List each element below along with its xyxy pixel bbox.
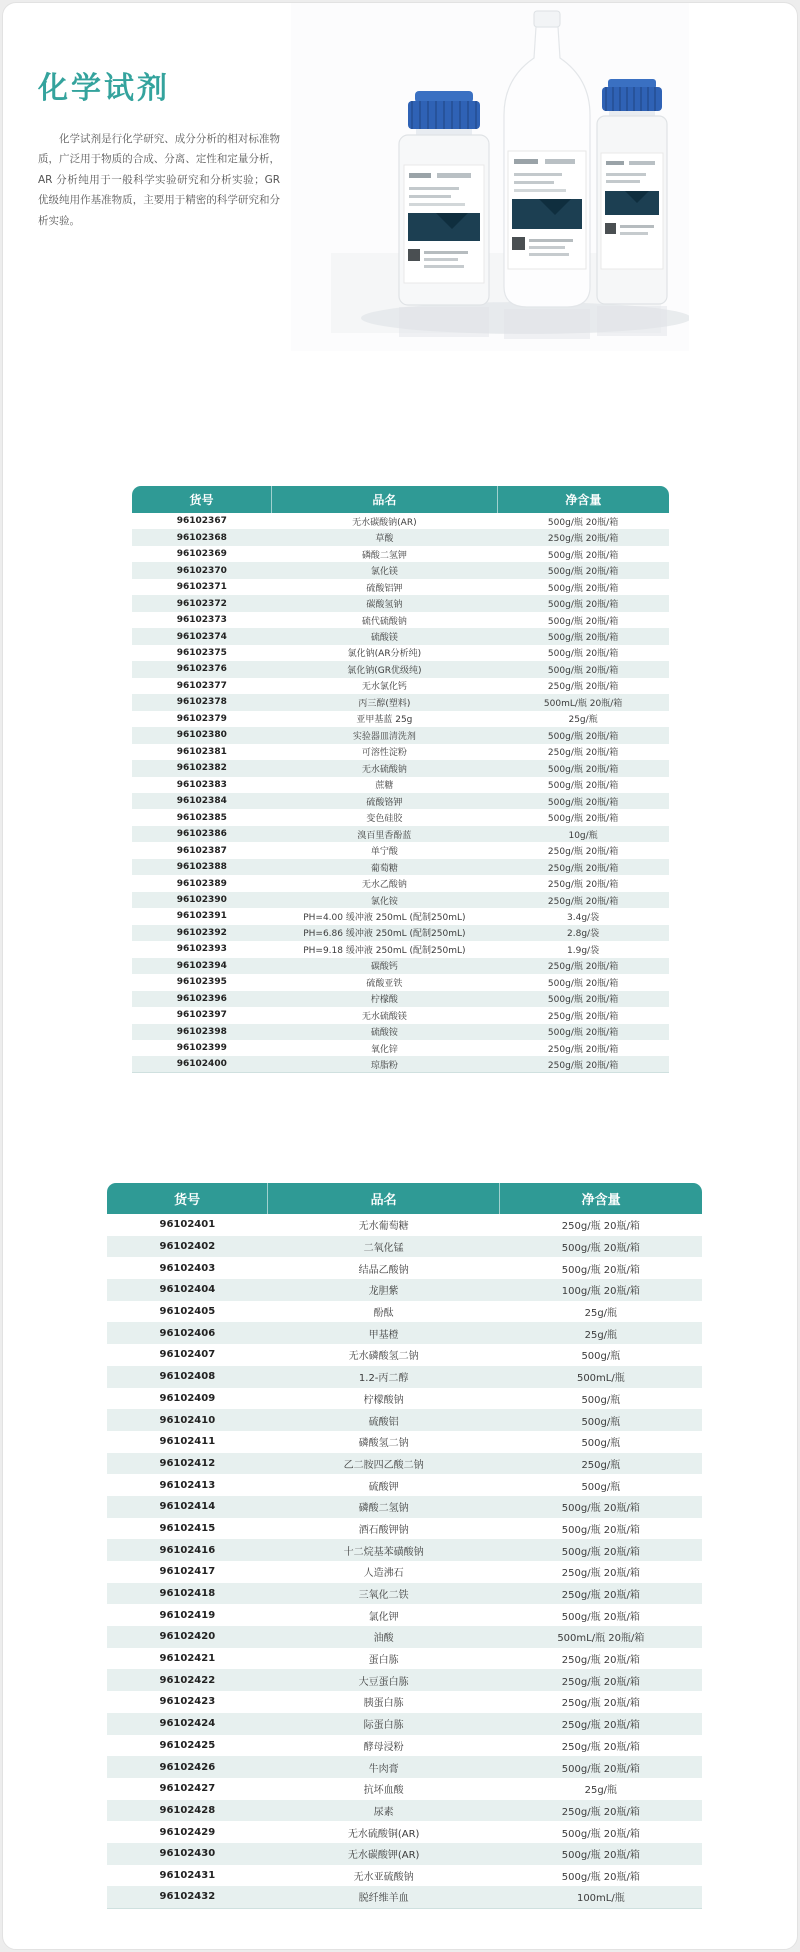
product-code: 96102389: [176, 878, 227, 889]
net-content: 500g/瓶 20瓶/箱: [547, 764, 619, 775]
table-row: [132, 777, 669, 793]
product-code: 96102399: [176, 1043, 227, 1054]
table-row: [107, 1756, 702, 1778]
net-content: 25g/瓶: [584, 1329, 618, 1341]
table-row: [107, 1626, 702, 1648]
table-row: [132, 958, 669, 974]
product-code: 96102431: [159, 1869, 216, 1881]
net-content: 500mL/瓶 20瓶/箱: [557, 1633, 645, 1645]
product-name: PH=9.18 缓冲液 250mL (配制250mL): [303, 945, 466, 956]
table-row: [107, 1496, 702, 1518]
product-name: 抗坏血酸: [363, 1785, 404, 1797]
col-header-product-name: 品名: [272, 486, 498, 513]
product-name: 变色硅胶: [366, 814, 403, 825]
product-code: 96102422: [159, 1674, 216, 1686]
product-name: 尿素: [373, 1806, 394, 1818]
product-name: PH=6.86 缓冲液 250mL (配制250mL): [303, 929, 466, 940]
table-row: [132, 628, 669, 644]
product-code: 96102426: [159, 1761, 216, 1773]
product-name: 蔗糖: [375, 781, 394, 792]
product-code: 96102432: [159, 1891, 216, 1903]
net-content: 500g/瓶 20瓶/箱: [547, 814, 619, 825]
product-code: 96102413: [159, 1479, 216, 1491]
net-content: 250g/瓶 20瓶/箱: [547, 748, 619, 759]
product-code: 96102383: [176, 779, 227, 790]
net-content: 500g/瓶 20瓶/箱: [561, 1546, 640, 1558]
table-row: [107, 1388, 702, 1410]
product-name: 胰蛋白胨: [363, 1698, 404, 1710]
net-content: 250g/瓶 20瓶/箱: [547, 847, 619, 858]
product-code: 96102427: [159, 1783, 216, 1795]
table-row: [107, 1236, 702, 1258]
product-name: 硫酸铝: [368, 1416, 399, 1428]
net-content: 25g/瓶: [584, 1785, 618, 1797]
table-row: [107, 1691, 702, 1713]
net-content: 500g/瓶: [581, 1481, 621, 1493]
product-code: 96102395: [176, 977, 227, 988]
table-row: [107, 1322, 702, 1344]
product-name: 实验器皿清洗剂: [352, 731, 416, 742]
table-row: [132, 694, 669, 710]
table-row: [132, 859, 669, 875]
table-row: [107, 1843, 702, 1865]
product-name: 柠檬酸钠: [363, 1394, 404, 1406]
product-name: 硫酸铝钾: [366, 583, 403, 594]
product-table-1: [132, 486, 669, 1073]
product-name: 龙胆紫: [368, 1286, 399, 1298]
net-content: 250g/瓶 20瓶/箱: [561, 1698, 640, 1710]
product-code: 96102419: [159, 1609, 216, 1621]
product-name: 无水氯化钙: [361, 682, 407, 693]
product-code: 96102378: [176, 697, 227, 708]
net-content: 500g/瓶 20瓶/箱: [547, 649, 619, 660]
product-name: 二氧化锰: [363, 1243, 404, 1255]
product-code: 96102425: [159, 1739, 216, 1751]
col-header-net-content: 净含量: [497, 486, 669, 513]
table-row: [107, 1583, 702, 1605]
net-content: 250g/瓶 20瓶/箱: [561, 1741, 640, 1753]
product-name: 氯化钾: [368, 1611, 399, 1623]
product-table-2: [107, 1183, 702, 1909]
product-name: 1.2-丙二醇: [358, 1373, 409, 1385]
table-row: [132, 645, 669, 661]
product-code: 96102430: [159, 1848, 216, 1860]
product-name: 大豆蛋白胨: [358, 1676, 409, 1688]
product-code: 96102382: [176, 763, 227, 774]
net-content: 3.4g/袋: [567, 912, 600, 923]
product-code: 96102410: [159, 1414, 216, 1426]
product-name: 草酸: [375, 534, 394, 545]
product-code: 96102429: [159, 1826, 216, 1838]
product-name: 脱纤维羊血: [358, 1893, 409, 1905]
product-code: 96102393: [176, 944, 227, 955]
product-name: 磷酸二氢钠: [358, 1503, 409, 1515]
product-name: 磷酸氢二钠: [358, 1438, 409, 1450]
net-content: 500g/瓶 20瓶/箱: [561, 1763, 640, 1775]
product-code: 96102371: [176, 582, 227, 593]
product-code: 96102375: [176, 647, 227, 658]
net-content: 250g/瓶 20瓶/箱: [547, 682, 619, 693]
product-name: 单宁酸: [370, 847, 398, 858]
product-code: 96102392: [176, 927, 227, 938]
table-row: [132, 760, 669, 776]
product-code: 96102370: [176, 565, 227, 576]
net-content: 500g/瓶 20瓶/箱: [547, 797, 619, 808]
product-name: 三氧化二铁: [358, 1590, 409, 1602]
product-name: 结晶乙酸钠: [358, 1264, 409, 1276]
table-row: [107, 1886, 702, 1908]
product-code: 96102408: [159, 1371, 216, 1383]
product-code: 96102398: [176, 1026, 227, 1037]
product-code: 96102379: [176, 713, 227, 724]
table-row: [107, 1518, 702, 1540]
product-code: 96102423: [159, 1696, 216, 1708]
table-row: [132, 727, 669, 743]
table-row: [132, 991, 669, 1007]
table-row: [132, 595, 669, 611]
net-content: 250g/瓶 20瓶/箱: [561, 1221, 640, 1233]
product-name: 人造沸石: [363, 1568, 404, 1580]
product-code: 96102411: [159, 1436, 216, 1448]
net-content: 250g/瓶: [581, 1459, 621, 1471]
product-code: 96102372: [176, 598, 227, 609]
product-name: 无水碳酸钾(AR): [347, 1850, 420, 1862]
product-code: 96102424: [159, 1718, 216, 1730]
col-header-net-content: 净含量: [500, 1183, 702, 1214]
net-content: 500g/瓶 20瓶/箱: [561, 1524, 640, 1536]
net-content: 500g/瓶 20瓶/箱: [547, 665, 619, 676]
col-header-item-no: 货号: [107, 1183, 268, 1214]
net-content: 250g/瓶 20瓶/箱: [547, 1011, 619, 1022]
product-code: 96102380: [176, 730, 227, 741]
product-code: 96102407: [159, 1349, 216, 1361]
product-name: 碳酸钙: [370, 962, 398, 973]
product-code: 96102394: [176, 960, 227, 971]
net-content: 500g/瓶 20瓶/箱: [547, 550, 619, 561]
table-row: [107, 1539, 702, 1561]
table-row: [132, 809, 669, 825]
table-row: [132, 826, 669, 842]
product-name: 硫酸亚铁: [366, 978, 403, 989]
net-content: 500g/瓶: [581, 1394, 621, 1406]
product-code: 96102377: [176, 680, 227, 691]
product-code: 96102387: [176, 845, 227, 856]
net-content: 500mL/瓶: [576, 1373, 625, 1385]
product-code: 96102415: [159, 1522, 216, 1534]
net-content: 500g/瓶 20瓶/箱: [547, 583, 619, 594]
table-row: [132, 529, 669, 545]
product-name: 柠檬酸: [370, 995, 398, 1006]
product-name: 际蛋白胨: [363, 1720, 404, 1732]
net-content: 500g/瓶 20瓶/箱: [547, 517, 619, 528]
product-name: 无水磷酸氢二钠: [348, 1351, 419, 1363]
net-content: 250g/瓶 20瓶/箱: [547, 534, 619, 545]
table-row: [132, 925, 669, 941]
net-content: 250g/瓶 20瓶/箱: [547, 863, 619, 874]
product-name: 硫酸铵: [370, 1028, 398, 1039]
net-content: 500g/瓶 20瓶/箱: [547, 995, 619, 1006]
product-name: 无水亚硫酸钠: [353, 1871, 414, 1883]
product-code: 96102420: [159, 1631, 216, 1643]
product-code: 96102391: [176, 911, 227, 922]
table-row: [132, 661, 669, 677]
table-header-row: [107, 1183, 702, 1214]
product-name: 无水硫酸钠: [361, 764, 407, 775]
table-row: [107, 1214, 702, 1236]
table-header-row: [132, 486, 669, 513]
product-code: 96102381: [176, 746, 227, 757]
product-code: 96102409: [159, 1392, 216, 1404]
table-row: [107, 1778, 702, 1800]
net-content: 500g/瓶 20瓶/箱: [561, 1871, 640, 1883]
table-row: [107, 1604, 702, 1626]
table-row: [132, 744, 669, 760]
product-name: 亚甲基蓝 25g: [356, 715, 413, 726]
net-content: 25g/瓶: [568, 715, 598, 726]
catalog-page: [2, 2, 798, 1950]
product-name: 葡萄糖: [370, 863, 398, 874]
table-row: [132, 941, 669, 957]
table-row: [132, 892, 669, 908]
product-name: PH=4.00 缓冲液 250mL (配制250mL): [303, 912, 466, 923]
product-name: 琼脂粉: [370, 1060, 398, 1071]
net-content: 25g/瓶: [584, 1308, 618, 1320]
product-code: 96102414: [159, 1501, 216, 1513]
table-row: [132, 678, 669, 694]
table-row: [132, 908, 669, 924]
hero-text-block: [38, 63, 280, 231]
product-name: 丙三醇(塑料): [358, 698, 411, 709]
net-content: 250g/瓶 20瓶/箱: [561, 1676, 640, 1688]
product-code: 96102400: [176, 1059, 227, 1070]
net-content: 500g/瓶 20瓶/箱: [547, 731, 619, 742]
net-content: 250g/瓶 20瓶/箱: [561, 1568, 640, 1580]
table-row: [107, 1344, 702, 1366]
net-content: 10g/瓶: [568, 830, 598, 841]
product-code: 96102396: [176, 993, 227, 1004]
net-content: 500g/瓶 20瓶/箱: [547, 633, 619, 644]
product-name: 无水葡萄糖: [358, 1221, 409, 1233]
table-row: [107, 1279, 702, 1301]
product-name: 可溶性淀粉: [361, 748, 407, 759]
net-content: 250g/瓶 20瓶/箱: [561, 1590, 640, 1602]
product-name: 氯化镁: [370, 567, 398, 578]
product-code: 96102401: [159, 1219, 216, 1231]
page-title: 化学试剂: [38, 71, 170, 106]
net-content: 250g/瓶 20瓶/箱: [561, 1806, 640, 1818]
product-code: 96102390: [176, 895, 227, 906]
table-row: [132, 974, 669, 990]
product-code: 96102417: [159, 1566, 216, 1578]
table-row: [132, 562, 669, 578]
product-code: 96102385: [176, 812, 227, 823]
table-row: [132, 793, 669, 809]
col-header-item-no: 货号: [132, 486, 272, 513]
net-content: 500g/瓶: [581, 1438, 621, 1450]
product-name: 无水硫酸镁: [361, 1011, 407, 1022]
table-row: [107, 1301, 702, 1323]
product-name: 硫酸铬钾: [366, 797, 403, 808]
net-content: 500g/瓶 20瓶/箱: [561, 1264, 640, 1276]
table-row: [132, 1056, 669, 1072]
table-row: [132, 513, 669, 529]
product-name: 酵母浸粉: [363, 1741, 404, 1753]
table-row: [107, 1474, 702, 1496]
product-code: 96102412: [159, 1457, 216, 1469]
product-name: 油酸: [373, 1633, 394, 1645]
table-row: [107, 1453, 702, 1475]
product-name: 氧化锌: [370, 1044, 398, 1055]
product-code: 96102374: [176, 631, 227, 642]
product-code: 96102368: [176, 532, 227, 543]
table-row: [107, 1257, 702, 1279]
product-code: 96102402: [159, 1241, 216, 1253]
product-code: 96102397: [176, 1010, 227, 1021]
product-name: 无水硫酸铜(AR): [347, 1828, 420, 1840]
product-name: 乙二胺四乙酸二钠: [343, 1459, 424, 1471]
product-code: 96102403: [159, 1262, 216, 1274]
table-row: [132, 711, 669, 727]
product-name: 溴百里香酚蓝: [357, 830, 412, 841]
net-content: 500g/瓶 20瓶/箱: [547, 616, 619, 627]
product-name: 硫酸钾: [368, 1481, 399, 1493]
product-code: 96102428: [159, 1804, 216, 1816]
table-row: [132, 546, 669, 562]
net-content: 250g/瓶 20瓶/箱: [547, 1044, 619, 1055]
product-name: 氯化钠(AR分析纯): [347, 649, 422, 660]
product-code: 96102367: [176, 516, 227, 527]
product-code: 96102388: [176, 862, 227, 873]
net-content: 500g/瓶 20瓶/箱: [547, 567, 619, 578]
product-name: 氯化铵: [370, 896, 398, 907]
product-name: 十二烷基苯磺酸钠: [343, 1546, 424, 1558]
left-reagent-bottle: [399, 91, 489, 305]
table-row: [107, 1713, 702, 1735]
table-row: [107, 1669, 702, 1691]
net-content: 250g/瓶 20瓶/箱: [561, 1655, 640, 1667]
net-content: 250g/瓶 20瓶/箱: [547, 896, 619, 907]
product-code: 96102418: [159, 1588, 216, 1600]
product-name: 蛋白胨: [368, 1655, 399, 1667]
net-content: 250g/瓶 20瓶/箱: [547, 1060, 619, 1071]
table-row: [132, 1040, 669, 1056]
net-content: 500g/瓶 20瓶/箱: [561, 1243, 640, 1255]
net-content: 500g/瓶: [581, 1351, 621, 1363]
net-content: 500g/瓶 20瓶/箱: [547, 600, 619, 611]
net-content: 500g/瓶 20瓶/箱: [561, 1611, 640, 1623]
product-code: 96102384: [176, 796, 227, 807]
table-row: [107, 1366, 702, 1388]
product-photo: [291, 3, 689, 351]
product-code: 96102386: [176, 829, 227, 840]
product-name: 氯化钠(GR优级纯): [347, 665, 422, 676]
net-content: 500g/瓶 20瓶/箱: [561, 1850, 640, 1862]
table-row: [107, 1409, 702, 1431]
net-content: 500mL/瓶 20瓶/箱: [543, 698, 623, 709]
table-row: [107, 1648, 702, 1670]
page-description: 化学试剂是行化学研究、成分分析的相对标准物质，广泛用于物质的合成、分离、定性和定量分析，AR 分析纯用于一般科学实验研究和分析实验；GR 优级纯用作基准物质，主要用于精密的科学研究和分析实验。: [38, 133, 280, 227]
table-row: [107, 1735, 702, 1757]
table-row: [132, 842, 669, 858]
product-name: 无水碳酸钠(AR): [352, 517, 417, 528]
net-content: 250g/瓶 20瓶/箱: [561, 1720, 640, 1732]
product-code: 96102416: [159, 1544, 216, 1556]
col-header-product-name: 品名: [268, 1183, 500, 1214]
reagent-bottles-image: [291, 3, 689, 351]
product-name: 酚酞: [373, 1308, 394, 1320]
net-content: 500g/瓶 20瓶/箱: [561, 1503, 640, 1515]
table-row: [107, 1800, 702, 1822]
net-content: 500g/瓶 20瓶/箱: [561, 1828, 640, 1840]
net-content: 2.8g/袋: [567, 929, 600, 940]
table-row: [107, 1865, 702, 1887]
product-name: 硫酸镁: [370, 633, 398, 644]
product-name: 甲基橙: [368, 1329, 399, 1341]
net-content: 100mL/瓶: [576, 1893, 625, 1905]
net-content: 500g/瓶 20瓶/箱: [547, 781, 619, 792]
product-code: 96102405: [159, 1306, 216, 1318]
product-code: 96102421: [159, 1653, 216, 1665]
product-code: 96102376: [176, 664, 227, 675]
net-content: 1.9g/袋: [567, 945, 600, 956]
net-content: 250g/瓶 20瓶/箱: [547, 962, 619, 973]
product-code: 96102369: [176, 549, 227, 560]
product-code: 96102373: [176, 615, 227, 626]
table-row: [132, 1007, 669, 1023]
net-content: 500g/瓶: [581, 1416, 621, 1428]
table-row: [132, 612, 669, 628]
table-row: [132, 875, 669, 891]
product-code: 96102406: [159, 1327, 216, 1339]
product-name: 无水乙酸钠: [361, 880, 407, 891]
product-name: 磷酸二氢钾: [361, 550, 407, 561]
net-content: 500g/瓶 20瓶/箱: [547, 1028, 619, 1039]
net-content: 250g/瓶 20瓶/箱: [547, 880, 619, 891]
net-content: 500g/瓶 20瓶/箱: [547, 978, 619, 989]
table-row: [132, 1024, 669, 1040]
net-content: 100g/瓶 20瓶/箱: [561, 1286, 640, 1298]
product-code: 96102404: [159, 1284, 216, 1296]
product-name: 硫代硫酸钠: [361, 616, 407, 627]
table-row: [132, 579, 669, 595]
table-row: [107, 1561, 702, 1583]
product-name: 酒石酸钾钠: [358, 1524, 409, 1536]
table-row: [107, 1431, 702, 1453]
table-row: [107, 1821, 702, 1843]
product-name: 碳酸氢钠: [366, 600, 403, 611]
product-name: 牛肉膏: [368, 1763, 399, 1775]
